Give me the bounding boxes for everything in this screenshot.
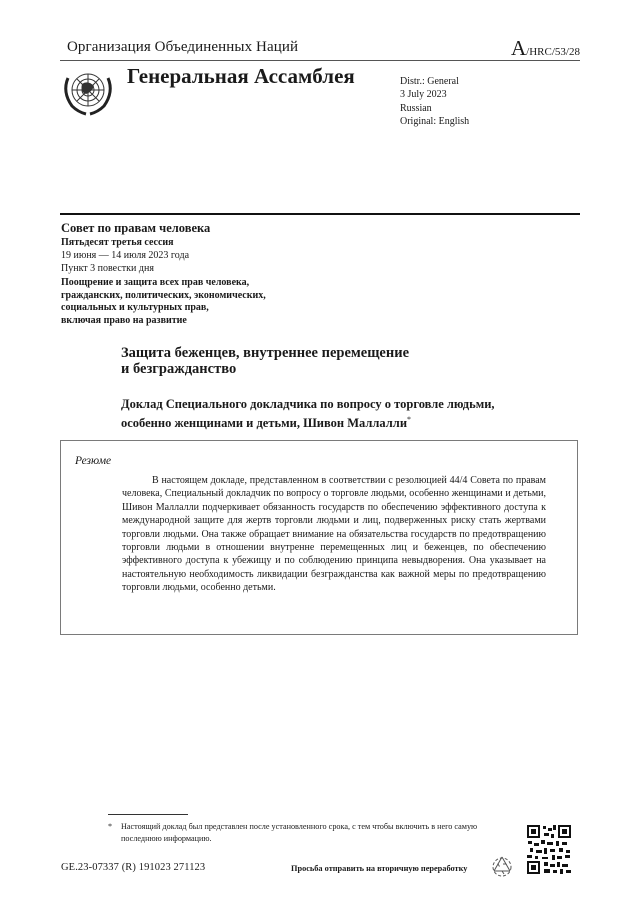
footnote-text: Настоящий доклад был представлен после установленного срока, с тем чтобы включить в него самую последнюю информацию. <box>121 822 478 843</box>
footnote-ref[interactable]: * <box>407 415 412 424</box>
footnote-marker: * <box>108 822 113 831</box>
summary-paragraph: В настоящем докладе, представленном в соответствии с резолюцией 44/4 Совета по правам человека, Специальный докладчик по вопросу о торговле людьми, особенно женщинами и детьми, Шивон Маллалли подчеркивает обязанность государств по обеспечению эффективного доступа к международной защите для жертв торговли людьми и лиц, подверженных риску стать жертвами торговли людьми. Она также обращает внимание на обязательства государств по предотвращению торговли людьми в отношении внутренне перемещенных лиц и беженцев, по обеспечению эффективного доступа к убежищу и по соблюдению принципа невыдворения. Она указывает на настоятельную необходимость ликвидации безгражданства как важной меры по предотвращению торговли людьми, особенно детьми. <box>122 475 546 594</box>
footnote <box>108 821 518 845</box>
recycle-icon <box>491 855 513 877</box>
agenda-item: Пункт 3 повестки дня <box>61 263 154 274</box>
summary-heading: Резюме <box>75 455 112 467</box>
symbol-prefix: A <box>511 36 527 60</box>
header-rule <box>60 60 580 61</box>
recycle-text: Просьба отправить на вторичную переработку <box>291 864 468 873</box>
session-dates: 19 июня — 14 июля 2023 года <box>61 250 190 261</box>
agenda-line: гражданских, политических, экономических, <box>61 289 266 301</box>
agenda-line: Поощрение и защита всех прав человека, <box>61 277 250 288</box>
topic-line: и безгражданство <box>121 361 237 377</box>
un-emblem-icon <box>60 66 116 118</box>
distr-language: Russian <box>400 102 432 114</box>
agenda-title <box>61 277 321 327</box>
assembly-title: Генеральная Ассамблея <box>127 64 355 88</box>
council-name: Совет по правам человека <box>61 221 211 235</box>
organization-name: Организация Объединенных Наций <box>67 39 299 55</box>
report-line: Доклад Специального докладчика по вопросу о торговле людьми, <box>121 397 495 411</box>
document-symbol <box>511 38 580 59</box>
summary-body <box>122 474 546 595</box>
footnote-rule <box>108 814 188 815</box>
distr-original: Original: English <box>400 115 470 127</box>
distr-label: Distr.: General <box>400 76 459 87</box>
topic-title <box>121 345 481 377</box>
distr-date: 3 July 2023 <box>400 89 447 101</box>
topic-line: Защита беженцев, внутреннее перемещение <box>121 345 410 361</box>
symbol-rest: /HRC/53/28 <box>526 46 580 58</box>
section-rule <box>60 213 580 215</box>
session-block <box>61 222 210 275</box>
report-title <box>121 397 541 431</box>
agenda-line: социальных и культурных прав, <box>61 302 209 314</box>
distribution-block <box>400 75 469 128</box>
session-name: Пятьдесят третья сессия <box>61 237 174 248</box>
report-line: особенно женщинами и детьми, Шивон Маллалли <box>121 416 408 431</box>
agenda-line: включая право на развитие <box>61 314 187 326</box>
qr-code-icon[interactable] <box>526 824 572 875</box>
document-code: GE.23-07337 (R) 191023 271123 <box>61 862 206 873</box>
